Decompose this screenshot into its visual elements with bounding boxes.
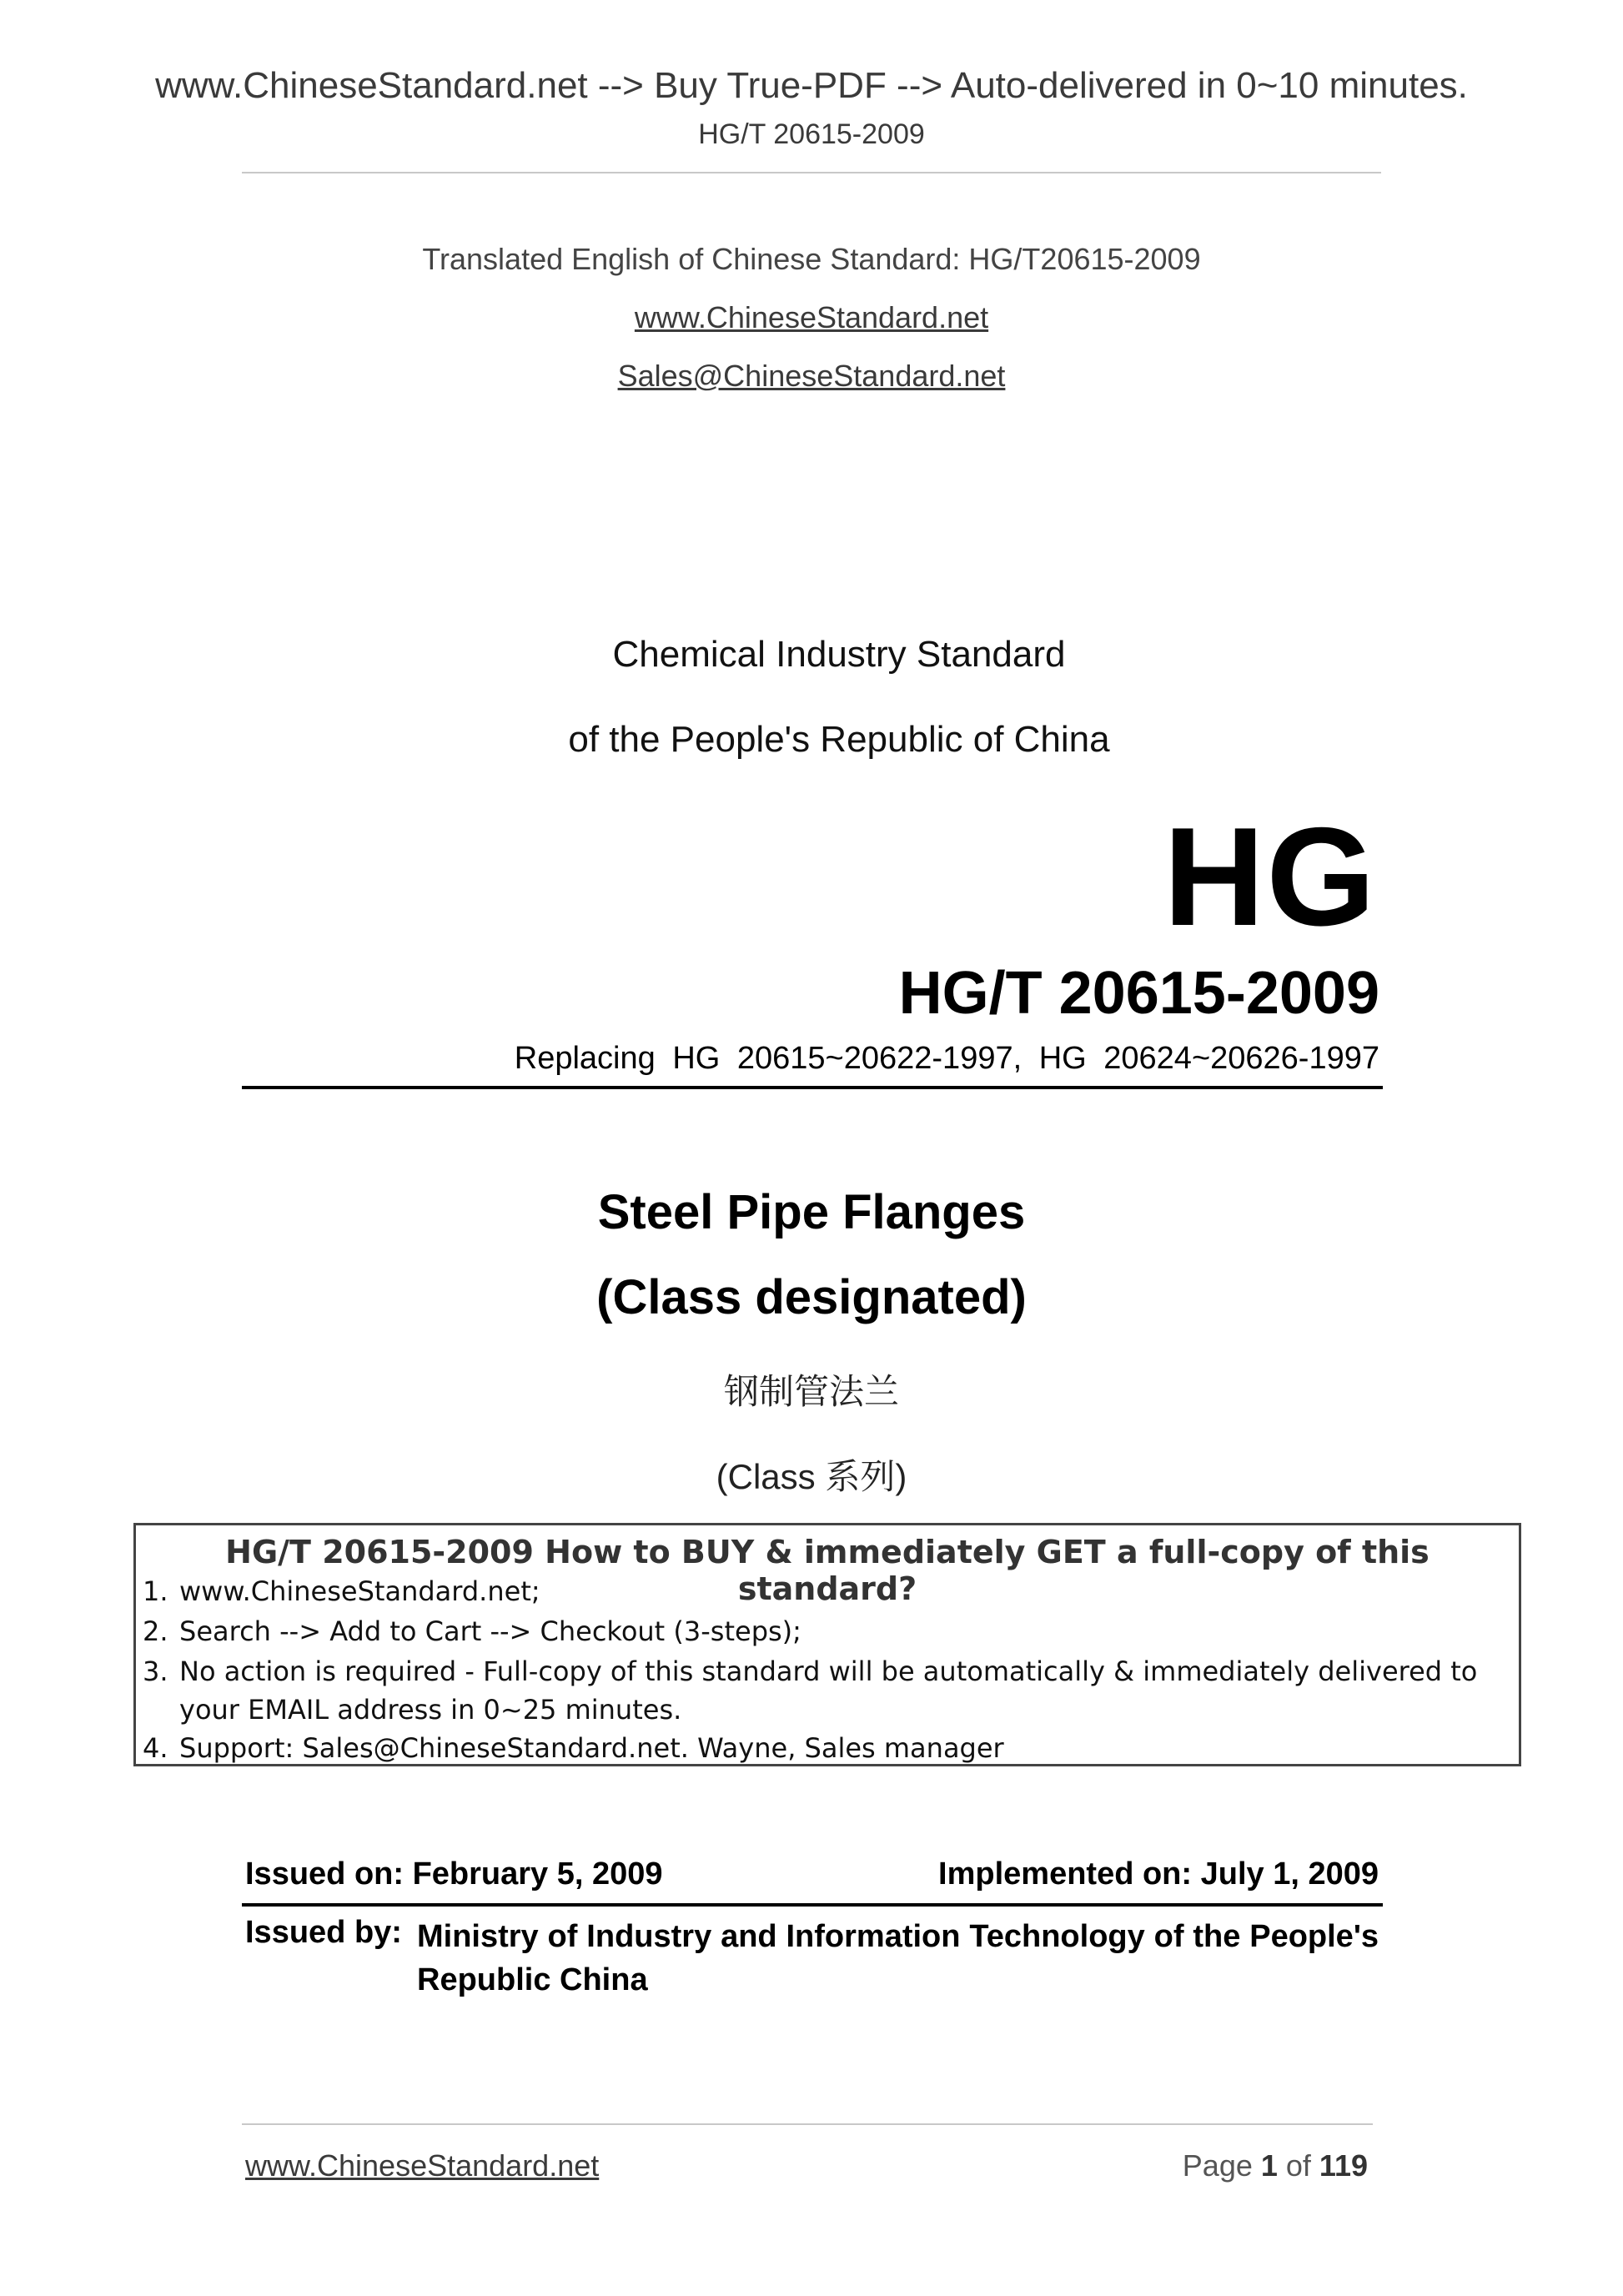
- step-text: your EMAIL address in 0~25 minutes.: [179, 1694, 682, 1726]
- translated-notice: Translated English of Chinese Standard: HG/T20615-2009: [422, 242, 1201, 276]
- header-banner: www.ChineseStandard.net --> Buy True-PDF --> Auto-delivered in 0~10 minutes.: [155, 65, 1468, 106]
- website-link[interactable]: www.ChineseStandard.net: [634, 300, 989, 334]
- implemented-on-date: Implemented on: July 1, 2009: [938, 1856, 1379, 1892]
- chinese-title: 钢制管法兰: [723, 1372, 899, 1411]
- issued-on-date: Issued on: February 5, 2009: [245, 1856, 663, 1892]
- purchase-step-continued: [143, 1694, 681, 1726]
- standard-prefix: HG: [1163, 798, 1377, 955]
- sales-email-link[interactable]: Sales@ChineseStandard.net: [617, 359, 1006, 393]
- dates-divider: [242, 1903, 1383, 1907]
- step-text: Support: Sales@ChineseStandard.net. Wayne, Sales manager: [179, 1732, 1004, 1764]
- standard-country: of the People's Republic of China: [568, 719, 1110, 760]
- chinese-subtitle: (Class 系列): [716, 1457, 907, 1496]
- step-text: www.ChineseStandard.net;: [179, 1575, 540, 1607]
- page-prefix: Page: [1182, 2148, 1261, 2183]
- website-link-row: [0, 300, 1623, 335]
- page-total: 119: [1319, 2148, 1368, 2183]
- step-number: 3.: [143, 1655, 168, 1687]
- issued-by-authority: Ministry of Industry and Information Technology of the People's Republic China: [417, 1919, 1379, 1997]
- step-number: 1.: [143, 1575, 168, 1607]
- purchase-box-title: HG/T 20615-2009 How to BUY & immediately GET a full-copy of this standard?: [225, 1534, 1430, 1607]
- step-number: 2.: [143, 1615, 168, 1647]
- header-divider: [242, 172, 1381, 173]
- standard-number: HG/T 20615-2009: [898, 960, 1379, 1027]
- purchase-step: [143, 1655, 1477, 1687]
- page-separator: of: [1277, 2148, 1319, 2183]
- footer-website-row: [245, 2148, 599, 2183]
- footer-website-link[interactable]: www.ChineseStandard.net: [245, 2148, 600, 2183]
- step-number: 4.: [143, 1732, 168, 1764]
- header-standard-code: HG/T 20615-2009: [698, 118, 925, 150]
- page-indicator: [1183, 2148, 1368, 2183]
- standard-category: Chemical Industry Standard: [612, 634, 1066, 675]
- purchase-info-box: [133, 1523, 1521, 1766]
- step-text: No action is required - Full-copy of this standard will be automatically & immediately delivered to: [179, 1655, 1478, 1687]
- footer-divider: [242, 2123, 1373, 2125]
- replacing-note: Replacing HG 20615~20622-1997, HG 20624~20626-1997: [514, 1041, 1379, 1076]
- page-current: 1: [1260, 2148, 1278, 2183]
- document-title: Steel Pipe Flanges: [597, 1185, 1026, 1239]
- title-divider: [242, 1086, 1383, 1089]
- purchase-step: [143, 1732, 1004, 1764]
- issued-by-label: Issued by:: [245, 1915, 402, 1950]
- purchase-step: [143, 1575, 540, 1607]
- purchase-step: [143, 1615, 801, 1647]
- document-subtitle: (Class designated): [596, 1270, 1027, 1324]
- step-text: Search --> Add to Cart --> Checkout (3-steps);: [179, 1615, 801, 1647]
- email-link-row: [0, 359, 1623, 394]
